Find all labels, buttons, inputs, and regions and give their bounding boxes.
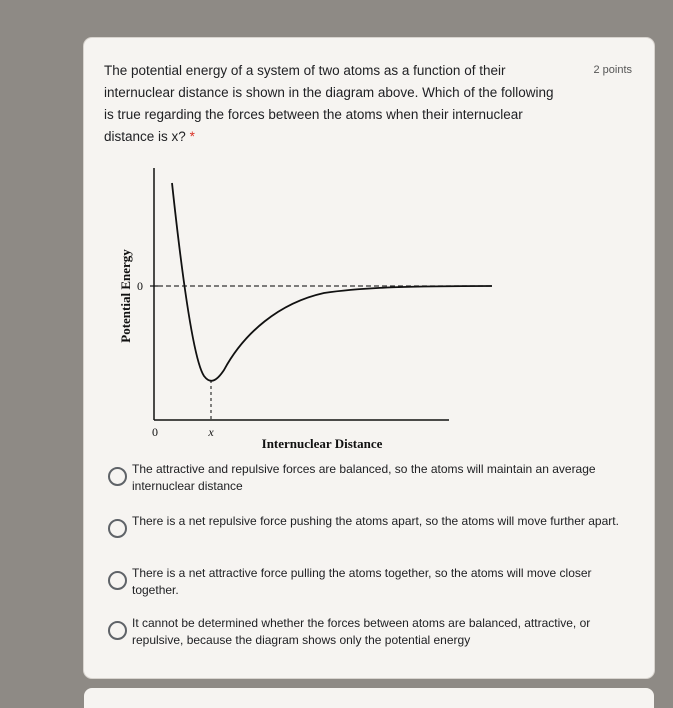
question-text xyxy=(104,60,559,148)
radio-button[interactable] xyxy=(108,621,127,640)
x-axis-label: Internuclear Distance xyxy=(261,436,383,451)
y-axis-label: Potential Energy xyxy=(118,249,133,343)
points-label: 2 points xyxy=(593,64,632,76)
question-card xyxy=(84,38,654,678)
option-label: There is a net attractive force pulling the atoms together, so the atoms will move closer together. xyxy=(132,566,592,597)
y-tick-label: 0 xyxy=(137,279,143,293)
potential-energy-chart xyxy=(104,158,504,458)
option-label: It cannot be determined whether the forces between atoms are balanced, attractive, or repulsive, because the diagram shows only the potential energy xyxy=(132,616,591,647)
question-prompt: The potential energy of a system of two atoms as a function of their internuclear distance is shown in the diagram above. Which of the following is true regarding the forces between the atoms when their internuclear distance is x? xyxy=(104,63,554,144)
option-label: There is a net repulsive force pushing the atoms apart, so the atoms will move further apart. xyxy=(132,514,619,528)
radio-button[interactable] xyxy=(108,467,127,486)
potential-energy-curve xyxy=(172,183,492,381)
next-question-card-edge xyxy=(84,688,654,708)
radio-button[interactable] xyxy=(108,571,127,590)
radio-button[interactable] xyxy=(108,519,127,538)
x-tick-label-zero: 0 xyxy=(152,425,158,439)
x-tick-label-x: x xyxy=(208,425,214,439)
option-label: The attractive and repulsive forces are balanced, so the atoms will maintain an average internuclear distance xyxy=(132,462,596,493)
required-asterisk: * xyxy=(189,129,195,144)
